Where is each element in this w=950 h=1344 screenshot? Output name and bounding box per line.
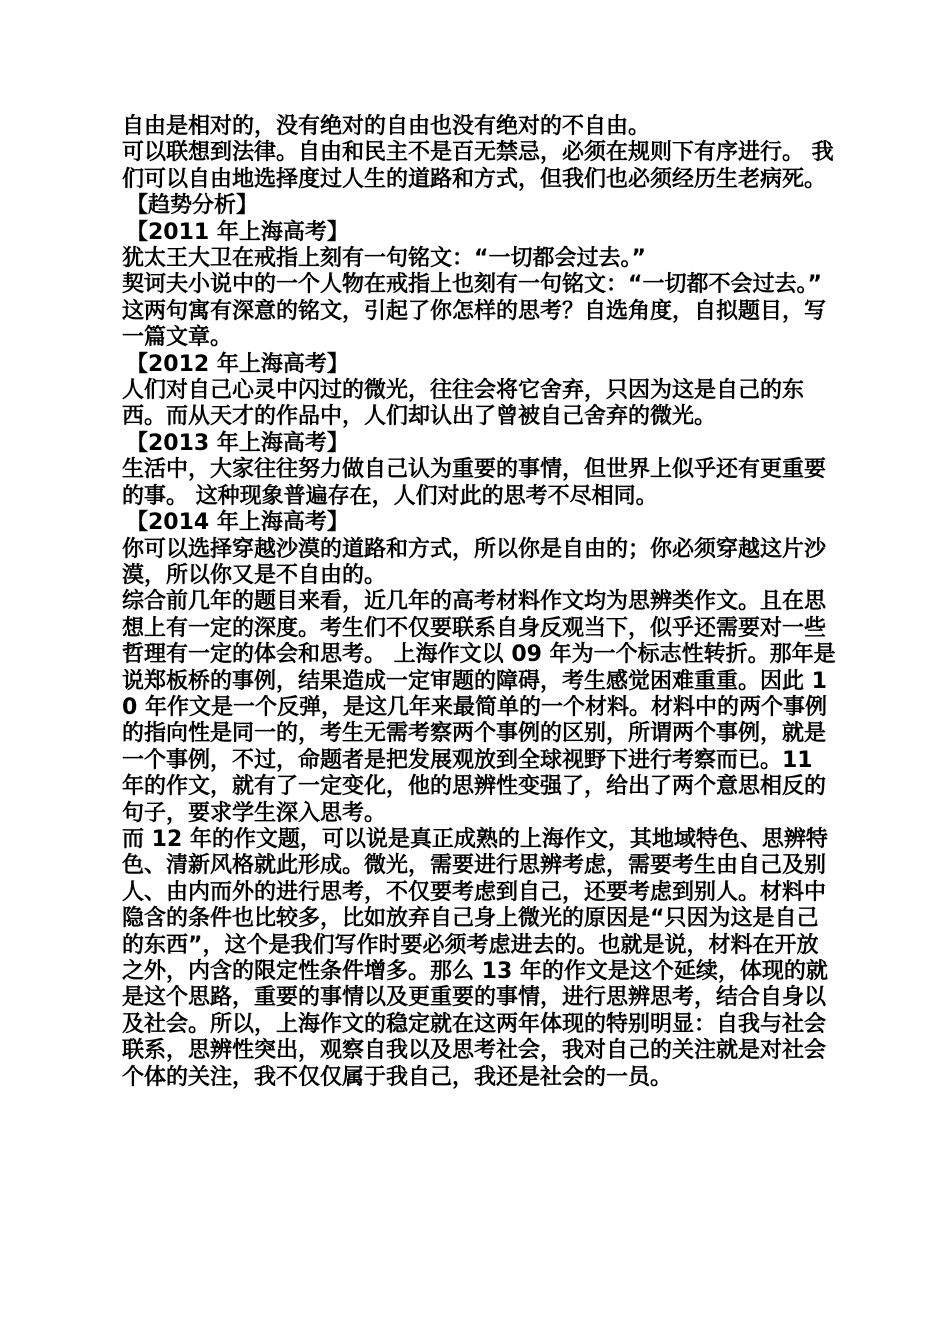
heading-2012-shanghai: 【2012 年上海高考】 [126, 351, 349, 377]
document-body [116, 114, 840, 1091]
paragraph-prompt-2011: 这两句寓有深意的铭文，引起了你怎样的思考？自选角度，自拟题目，写一篇文章。 [122, 298, 827, 351]
paragraph-important-things: 生活中，大家往往努力做自己认为重要的事情，但世界上似乎还有更重要的事。 这种现象普遍存在，人们对此的思考不尽相同。 [122, 457, 827, 509]
paragraph-glimmer: 人们对自己心灵中闪过的微光，往往会将它舍弃，只因为这是自己的东西。而从天才的作品中，人们却认出了曾被自己舍弃的微光。 [122, 378, 805, 430]
paragraph-freedom-relative: 自由是相对的，没有绝对的自由也没有绝对的不自由。 [122, 114, 651, 139]
paragraph-chekhov: 契诃夫小说中的一个人物在戒指上也刻有一句铭文：“一切都不会过去。” [122, 272, 822, 298]
paragraph-king-david: 犹太王大卫在戒指上刻有一句铭文：“一切都会过去。” [122, 246, 646, 272]
paragraph-desert: 你可以选择穿越沙漠的道路和方式，所以你是自由的；你必须穿越这片沙漠，所以你又是不自由的。 [122, 536, 827, 588]
paragraph-summary-analysis: 综合前几年的题目来看，近几年的高考材料作文均为思辨类作文。且在思想上有一定的深度。考生们不仅要联系自身反观当下，似乎还需要对一些哲理有一定的体会和思考。 上海作文以 09 年为一个标志性转折。那年是说郑板桥的事例，结果造成一定审题的障碍，考生感觉困难重重。因此 10 年作文是一个反弹，是这几年来最简单的一个材料。材料中的两个事例的指向性是同一的，考生无需考察两个事例的区别，所谓两个事例，就是一个事例，不过，命题者是把发展观放到全球视野下进行考察而已。11 年的作文，就有了一定变化，他的思辨性变强了，给出了两个意思相反的句子，要求学生深入思考。 [122, 589, 836, 826]
paragraph-2012-analysis: 而 12 年的作文题，可以说是真正成熟的上海作文，其地域特色、思辨特色、清新风格就此形成。微光，需要进行思辨考虑，需要考生由自己及别人、由内而外的进行思考，不仅要考虑到自己，还要考虑到别人。材料中隐含的条件也比较多，比如放弃自己身上微光的原因是“只因为这是自己的东西”，这个是我们写作时要必须考虑进去的。也就是说，材料在开放之外，内含的限定性条件增多。那么 13 年的作文是这个延续，体现的就是这个思路，重要的事情以及更重要的事情，进行思辨思考，结合自身以及社会。所以，上海作文的稳定就在这两年体现的特别明显：自我与社会联系，思辨性突出，观察自我以及思考社会，我对自己的关注就是对社会个体的关注，我不仅仅属于我自己，我还是社会的一员。 [122, 826, 828, 1090]
heading-trend-analysis: 【趋势分析】 [126, 193, 259, 219]
paragraph-law-association: 可以联想到法律。自由和民主不是百无禁忌，必须在规则下有序进行。 我们可以自由地选择度过人生的道路和方式，但我们也必须经历生老病死。 [122, 140, 834, 192]
heading-2014-shanghai: 【2014 年上海高考】 [126, 510, 349, 536]
heading-2013-shanghai: 【2013 年上海高考】 [126, 430, 349, 456]
heading-2011-shanghai: 【2011 年上海高考】 [126, 219, 349, 245]
